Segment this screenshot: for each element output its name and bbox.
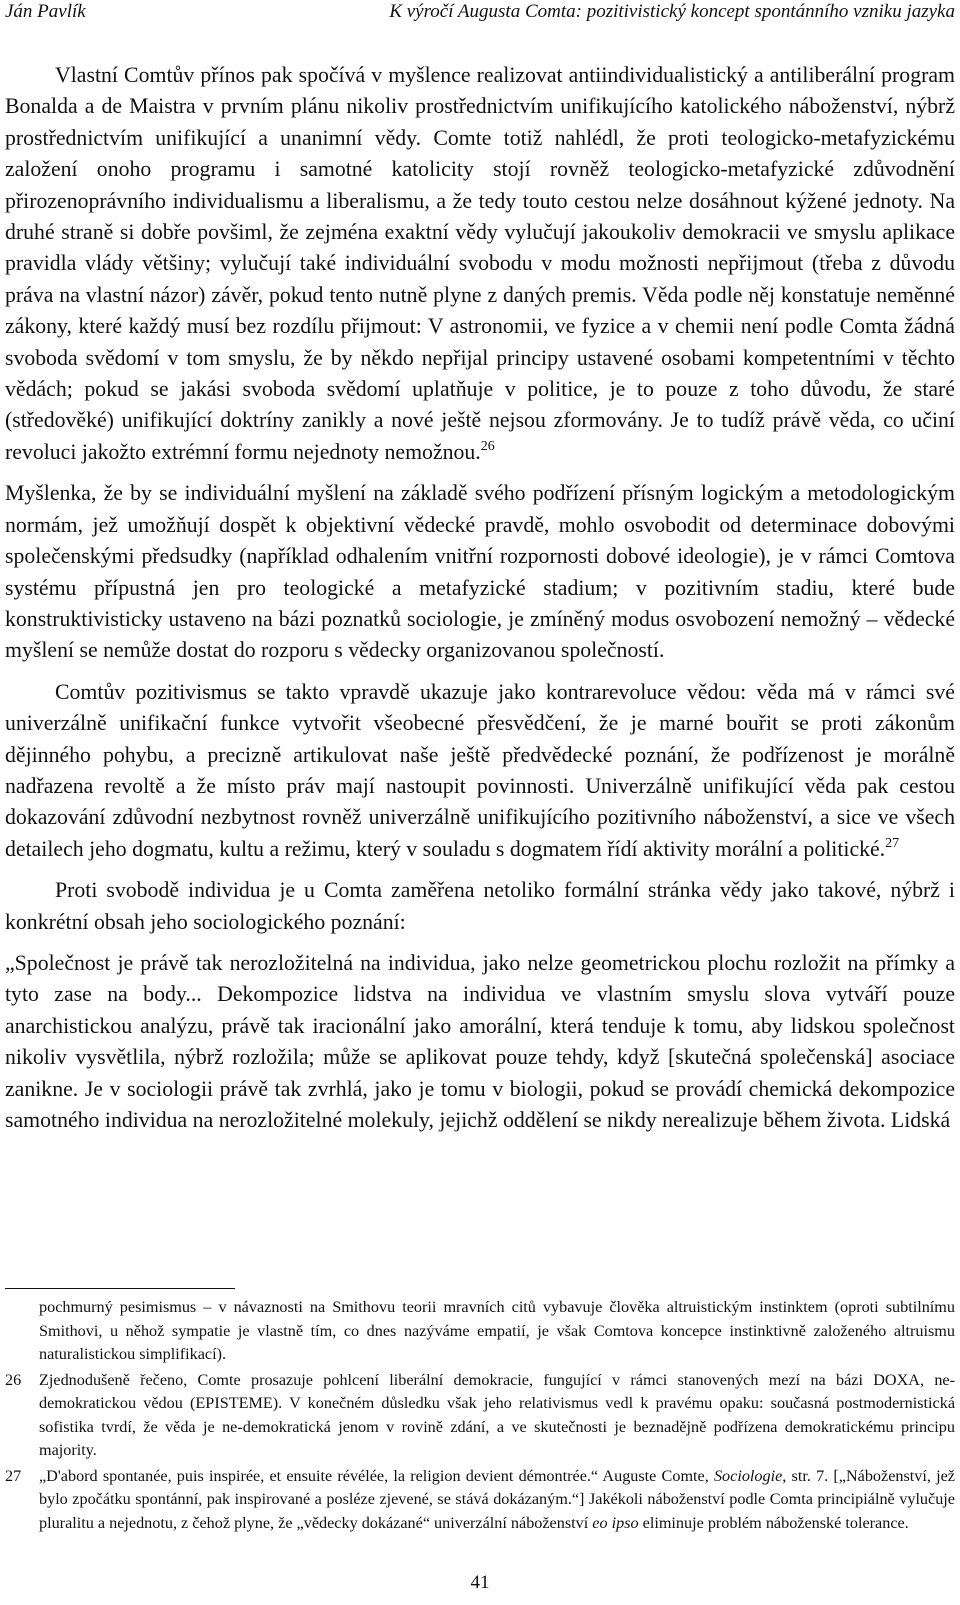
- block-quote: „Společnost je právě tak nerozložitelná na individua, jako nelze geometrickou plochu rozložit na přímky a tyto zase na body... Dekompozice lidstva na individua ve vlastním smyslu slova vytváří pouze anarchistickou analýzu, právě tak iracionální jako amorální, která tenduje k tomu, aby lidskou společnost nikoliv vysvětlila, nýbrž rozložila; může se aplikovat pouze tehdy, když [skutečná společenská] asociace zanikne. Je v sociologii právě tak zvrhlá, jako je tomu v biologii, pokud se provádí chemická dekompozice samotného individua na nerozložitelné molekuly, jejichž oddělení se nikdy nerealizuje během života. Lidská: [5, 950, 955, 1132]
- footnote-ref-26[interactable]: 26: [480, 438, 495, 454]
- header-author: Ján Pavlík: [5, 1, 86, 22]
- footnotes: [5, 1296, 955, 1537]
- running-header: [5, 0, 955, 26]
- main-text: [5, 60, 955, 1136]
- footnote-ref-27[interactable]: 27: [885, 835, 900, 851]
- header-title: K výročí Augusta Comta: pozitivistický koncept spontánního vzniku jazyka: [389, 1, 955, 22]
- paragraph-3: Comtův pozitivismus se takto vpravdě ukazuje jako kontrarevoluce vědou: věda má v rámci své univerzálně unifikační funkce vytvořit všeobecné přesvědčení, že je marné bouřit se proti zákonům dějinného pohybu, a precizně artikulovat naše ještě předvědecké poznání, že podřízenost je morálně nadřazena revoltě a že místo práv mají nastoupit povinnosti. Univerzálně unifikující věda pak cestou dokazování zdůvodní nezbytnost rovněž univerzálně unifikujícího pozitivního náboženství, a sice ve všech detailech jeho dogmatu, kultu a režimu, který v souladu s dogmatem řídí aktivity morální a politické.$^{27}$: [5, 679, 955, 861]
- footnote-26: 26 Zjednodušeně řečeno, Comte prosazuje pohlcení liberální demokracie, fungující v rámci stanovených mezí na bázi DOXA, ne-demokratickou vědou (EPISTEME). V konečném důsledku však jeho relativismus vedl k pravému opaku: současná postmodernistická sofistika tvrdí, že věda je ne-demokratická jenom v rovině zdání, a ve skutečnosti je beznadějně podřízena demokratickému principu majority.: [5, 1370, 955, 1459]
- paragraph-2: Myšlenka, že by se individuální myšlení na základě svého podřízení přísným logickým a metodologickým normám, jež umožňují dospět k objektivní vědecké pravdě, mohlo osvobodit od determinace dobovými společenskými předsudky (například odhalením vnitřní rozpornosti dobové ideologie), je v rámci Comtova systému přípustná jen pro teologické a metafyzické stadium; v pozitivním stadiu, které bude konstruktivisticky ustaveno na bázi poznatků sociologie, je zmíněný modus osvobození nemožný – vědecké myšlení se nemůže dostat do rozporu s vědecky organizovanou společností.: [5, 481, 955, 663]
- footnote-separator: [5, 1288, 235, 1289]
- footnote-number: 27: [5, 1466, 22, 1485]
- footnote-continued: pochmurný pesimismus – v návaznosti na Smithovu teorii mravních citů vybavuje člověka altruistickým instinktem (oproti subtilnímu Smithovi, u něhož sympatie je vlastně tím, co dnes nazýváme empatií, je však Comtova koncepce instinktivně založeného altruismu naturalistickou simplifikací).: [39, 1298, 955, 1363]
- paragraph-4: Proti svobodě individua je u Comta zaměřena netoliko formální stránka vědy jako takové, nýbrž i konkrétní obsah jeho sociologického poznání:: [5, 878, 955, 934]
- page-number: 41: [470, 1572, 490, 1593]
- paragraph-1: Vlastní Comtův přínos pak spočívá v myšlence realizovat antiindividualistický a antiliberální program Bonalda a de Maistra v prvním plánu nikoliv prostřednictvím unifikujícího katolického náboženství, nýbrž prostřednictvím unifikující a unanimní vědy. Comte totiž nahlédl, že proti teologicko-metafyzickému založení onoho programu i samotné katolicity stojí rovněž teologicko-metafyzické zdůvodnění přirozenoprávního individualismu a liberalismu, a že tedy touto cestou nelze dosáhnout kýžené jednoty. Na druhé straně si dobře povšiml, že zejména exaktní vědy vylučují jakoukoliv demokracii ve smyslu aplikace pravidla vlády většiny; vylučují také individuální svobodu v modu možnosti nepřijmout (třeba z důvodu práva na vlastní názor) závěr, pokud tento nutně plyne z daných premis. Věda podle něj konstatuje neměnné zákony, které každý musí bez rozdílu přijmout: V astronomii, ve fyzice a v chemii není podle Comta žádná svoboda svědomí v tom smyslu, že by někdo nepřijal principy ustavené osobami kompetentními v těchto vědách; pokud se jakási svoboda svědomí uplatňuje v politice, je to pouze z toho důvodu, že staré (středověké) unifikující doktríny zanikly a nové ještě nejsou zformovány. Je to tudíž právě věda, co učiní revoluci jakožto extrémní formu nejednoty nemožnou.$^{26}$: [5, 63, 955, 464]
- footnote-27: 27 „D'abord spontanée, puis inspirée, et ensuite révélée, la religion devient démontrée.“ Auguste Comte, Sociologie, str. 7. [„Náboženství, jež bylo zpočátku spontánní, pak inspirované a posléze zjevené, se stává dokázaným.“] Jakékoli náboženství podle Comta principiálně vylučuje pluralitu a nejednotu, z čehož plyne, že „vědecky dokázané“ univerzální náboženství eo ipso eliminuje problém náboženské tolerance.: [5, 1466, 955, 1532]
- footnote-number: 26: [5, 1370, 22, 1389]
